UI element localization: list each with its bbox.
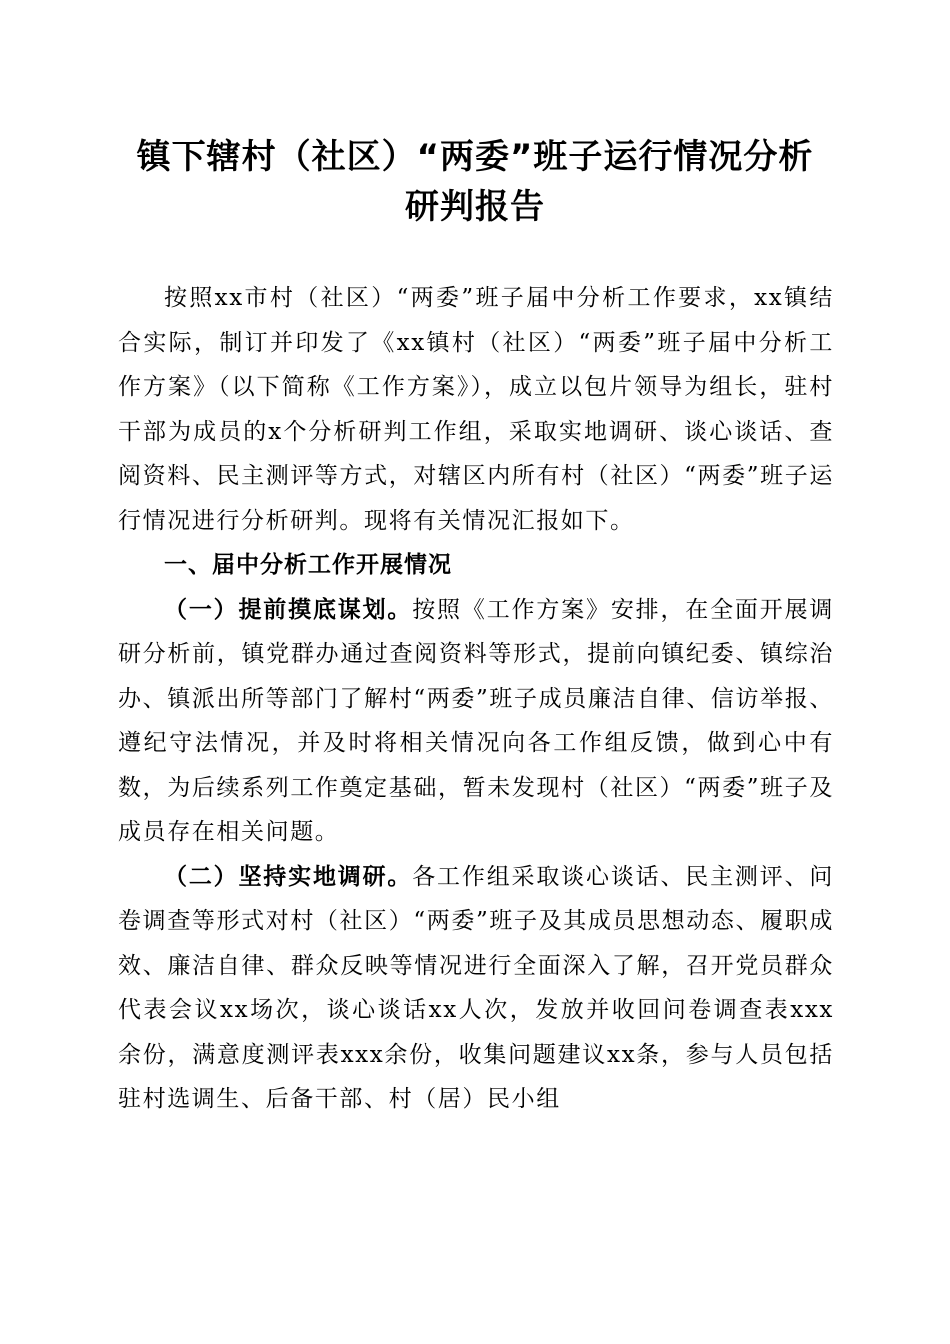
item-1-text: 按照《工作方案》安排，在全面开展调研分析前，镇党群办通过查阅资料等形式，提前向镇纪委、镇综治办、镇派出所等部门了解村“两委”班子成员廉洁自律、信访举报、遵纪守法情况，并及时将相关情况向各工作组反馈，做到心中有数，为后续系列工作奠定基础，暂未发现村（社区）“两委”班子及成员存在相关问题。 [118,596,835,845]
document-title [100,132,850,232]
title-line-1: 镇下辖村（社区）“两委”班子运行情况分析 [136,137,814,177]
item-2-paragraph [118,855,834,1122]
item-1-lead: （一）提前摸底谋划。 [164,596,413,623]
title-line-2: 研判报告 [405,187,545,227]
section-1-heading: 一、届中分析工作开展情况 [164,552,452,578]
item-2-lead: （二）坚持实地调研。 [164,863,413,890]
intro-paragraph: 按照xx市村（社区）“两委”班子届中分析工作要求，xx镇结合实际，制订并印发了《xx镇村（社区）“两委”班子届中分析工作方案》（以下简称《工作方案》），成立以包片领导为组长，驻村干部为成员的x个分析研判工作组，采取实地调研、谈心谈话、查阅资料、民主测评等方式，对辖区内所有村（社区）“两委”班子运行情况进行分析研判。现将有关情况汇报如下。 [118,285,834,534]
item-2-text: 各工作组采取谈心谈话、民主测评、问卷调查等形式对村（社区）“两委”班子及其成员思想动态、履职成效、廉洁自律、群众反映等情况进行全面深入了解，召开党员群众代表会议xx场次，谈心谈话xx人次，发放并收回问卷调查表xxx余份，满意度测评表xxx余份，收集问题建议xx条，参与人员包括驻村选调生、后备干部、村（居）民小组 [118,863,835,1112]
document-body [118,276,834,1122]
item-1-paragraph [118,588,834,855]
